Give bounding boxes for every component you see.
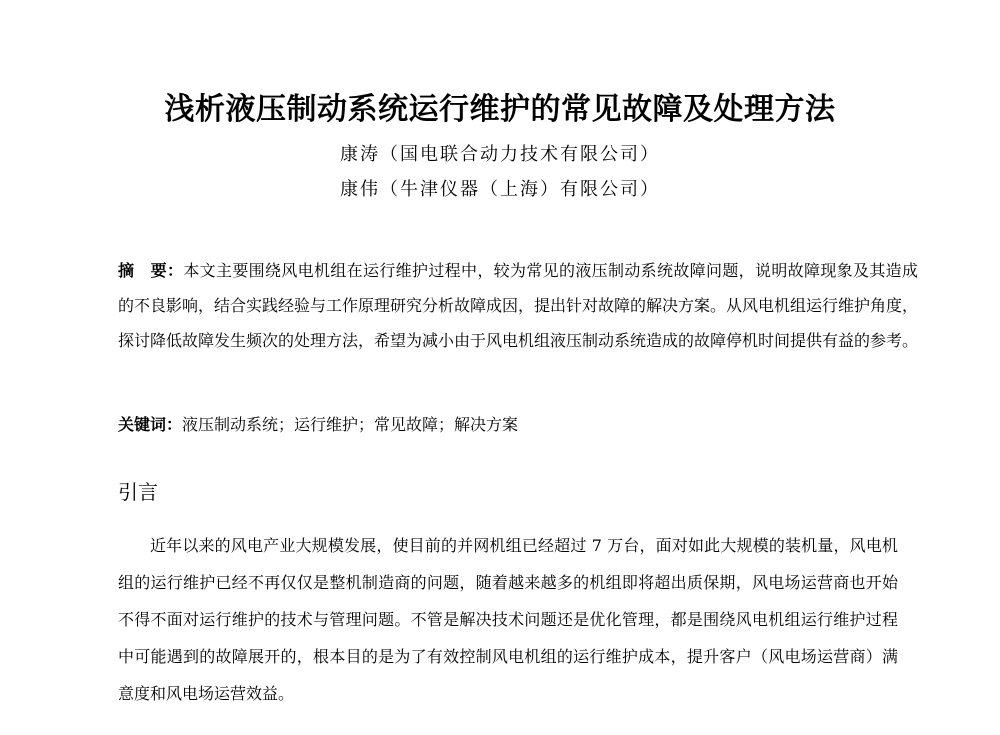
intro-paragraph: 近年以来的风电产业大规模发展，使目前的并网机组已经超过 7 万台，面对如此大规模的装机量，风电机组的运行维护已经不再仅仅是整机制造商的问题，随着越来越多的机组即将超出质保期，风电场运营商也开始不得不面对运行维护的技术与管理问题。不管是解决技术问题还是优化管理，都是围绕风电机组运行维护过程中可能遇到的故障展开的，根本目的是为了有效控制风电机组的运行维护成本，提升客户（风电场运营商）满意度和风电场运营效益。 [118, 536, 898, 703]
keywords-text: 液压制动系统；运行维护；常见故障；解决方案 [182, 415, 519, 434]
abstract [118, 253, 918, 358]
paper-title: 浅析液压制动系统运行维护的常见故障及处理方法 [164, 92, 836, 127]
keywords-label: 关键词： [118, 415, 183, 434]
keywords [118, 410, 918, 440]
author-line-1: 康涛（国电联合动力技术有限公司） [340, 144, 660, 165]
abstract-label: 摘 要： [118, 261, 184, 280]
abstract-text: 本文主要围绕风电机组在运行维护过程中，较为常见的液压制动系统故障问题，说明故障现象及其造成的不良影响，结合实践经验与工作原理研究分析故障成因，提出针对故障的解决方案。从风电机组运行维护角度，探讨降低故障发生频次的处理方法，希望为减小由于风电机组液压制动系统造成的故障停机时间提供有益的参考。 [118, 261, 919, 350]
author-line-2: 康伟（牛津仪器（上海）有限公司） [340, 179, 660, 200]
section-heading: 引言 [118, 480, 158, 504]
